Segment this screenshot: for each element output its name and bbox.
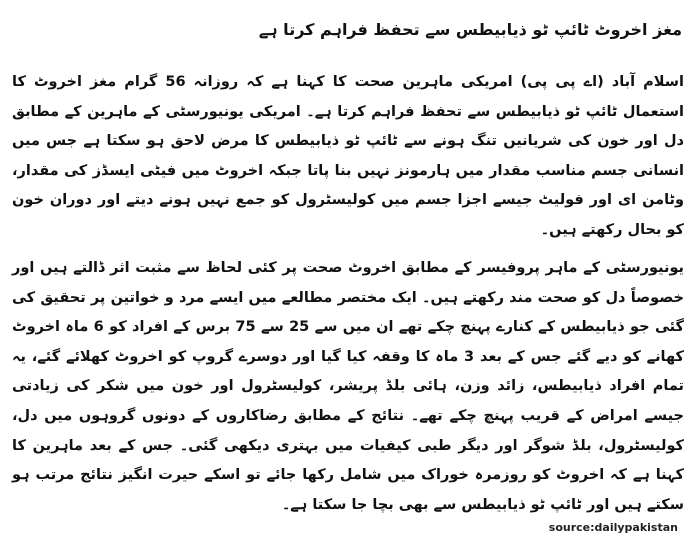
- article-headline: مغز اخروٹ ٹائپ ٹو ذیابیطس سے تحفظ فراہم کرتا ہے: [258, 20, 682, 39]
- article-paragraph-2: یونیورسٹی کے ماہر پروفیسر کے مطابق اخروٹ صحت پر کئی لحاظ سے مثبت اثر ڈالتے ہیں اور خصوصاً دل کو صحت مند رکھتے ہیں۔ ایک مختصر مطالعے میں ایسے مرد و خواتین پر تحقیق کی گئی جو ذیابیطس کے کنارے پہنچ چکے تھے ان میں سے 25 سے 75 برس کے افراد کو 6 ماہ اخروٹ کھانے کو دیے گئے جس کے بعد 3 ماہ کا وقفہ کیا گیا اور دوسرے گروپ کو اخروٹ کھلائے گئے، یہ تمام افراد ذیابیطس، زائد وزن، ہائی بلڈ پریشر، کولیسٹرول اور خون میں شکر کی زیادتی جیسے امراض کے قریب پہنچ چکے تھے۔ نتائج کے مطابق رضاکاروں کے دونوں گروہوں میں دل، کولیسٹرول، بلڈ شوگر اور دیگر طبی کیفیات میں بہتری دیکھی گئی۔ جس کے بعد ماہرین کا کہنا ہے کہ اخروٹ کو روزمرہ خوراک میں شامل رکھا جائے تو اسکے حیرت انگیز نتائج مرتب ہو سکتے ہیں اور ٹائپ ٹو ذیابیطس سے بھی بچا جا سکتا ہے۔: [12, 260, 684, 513]
- source-credit: source:dailypakistan: [548, 521, 678, 534]
- article-paragraph-1: اسلام آباد (اے پی پی) امریکی ماہرین صحت کا کہنا ہے کہ روزانہ 56 گرام مغز اخروٹ کا استعمال ٹائپ ٹو ذیابیطس سے تحفظ فراہم کرتا ہے۔ امریکی یونیورسٹی کے ماہرین کے مطابق دل اور خون کی شریانیں تنگ ہونے سے ٹائپ ٹو ذیابیطس کا مرض لاحق ہو سکتا ہے جس میں انسانی جسم مناسب مقدار میں ہارمونز نہیں بنا پاتا جبکہ اخروٹ میں فیٹی ایسڈز کی مقدار، وٹامن ای اور فولیٹ جیسے اجزا جسم میں کولیسٹرول کو جمع نہیں ہونے دیتے اور دوران خون کو بحال رکھتے ہیں۔: [12, 74, 684, 238]
